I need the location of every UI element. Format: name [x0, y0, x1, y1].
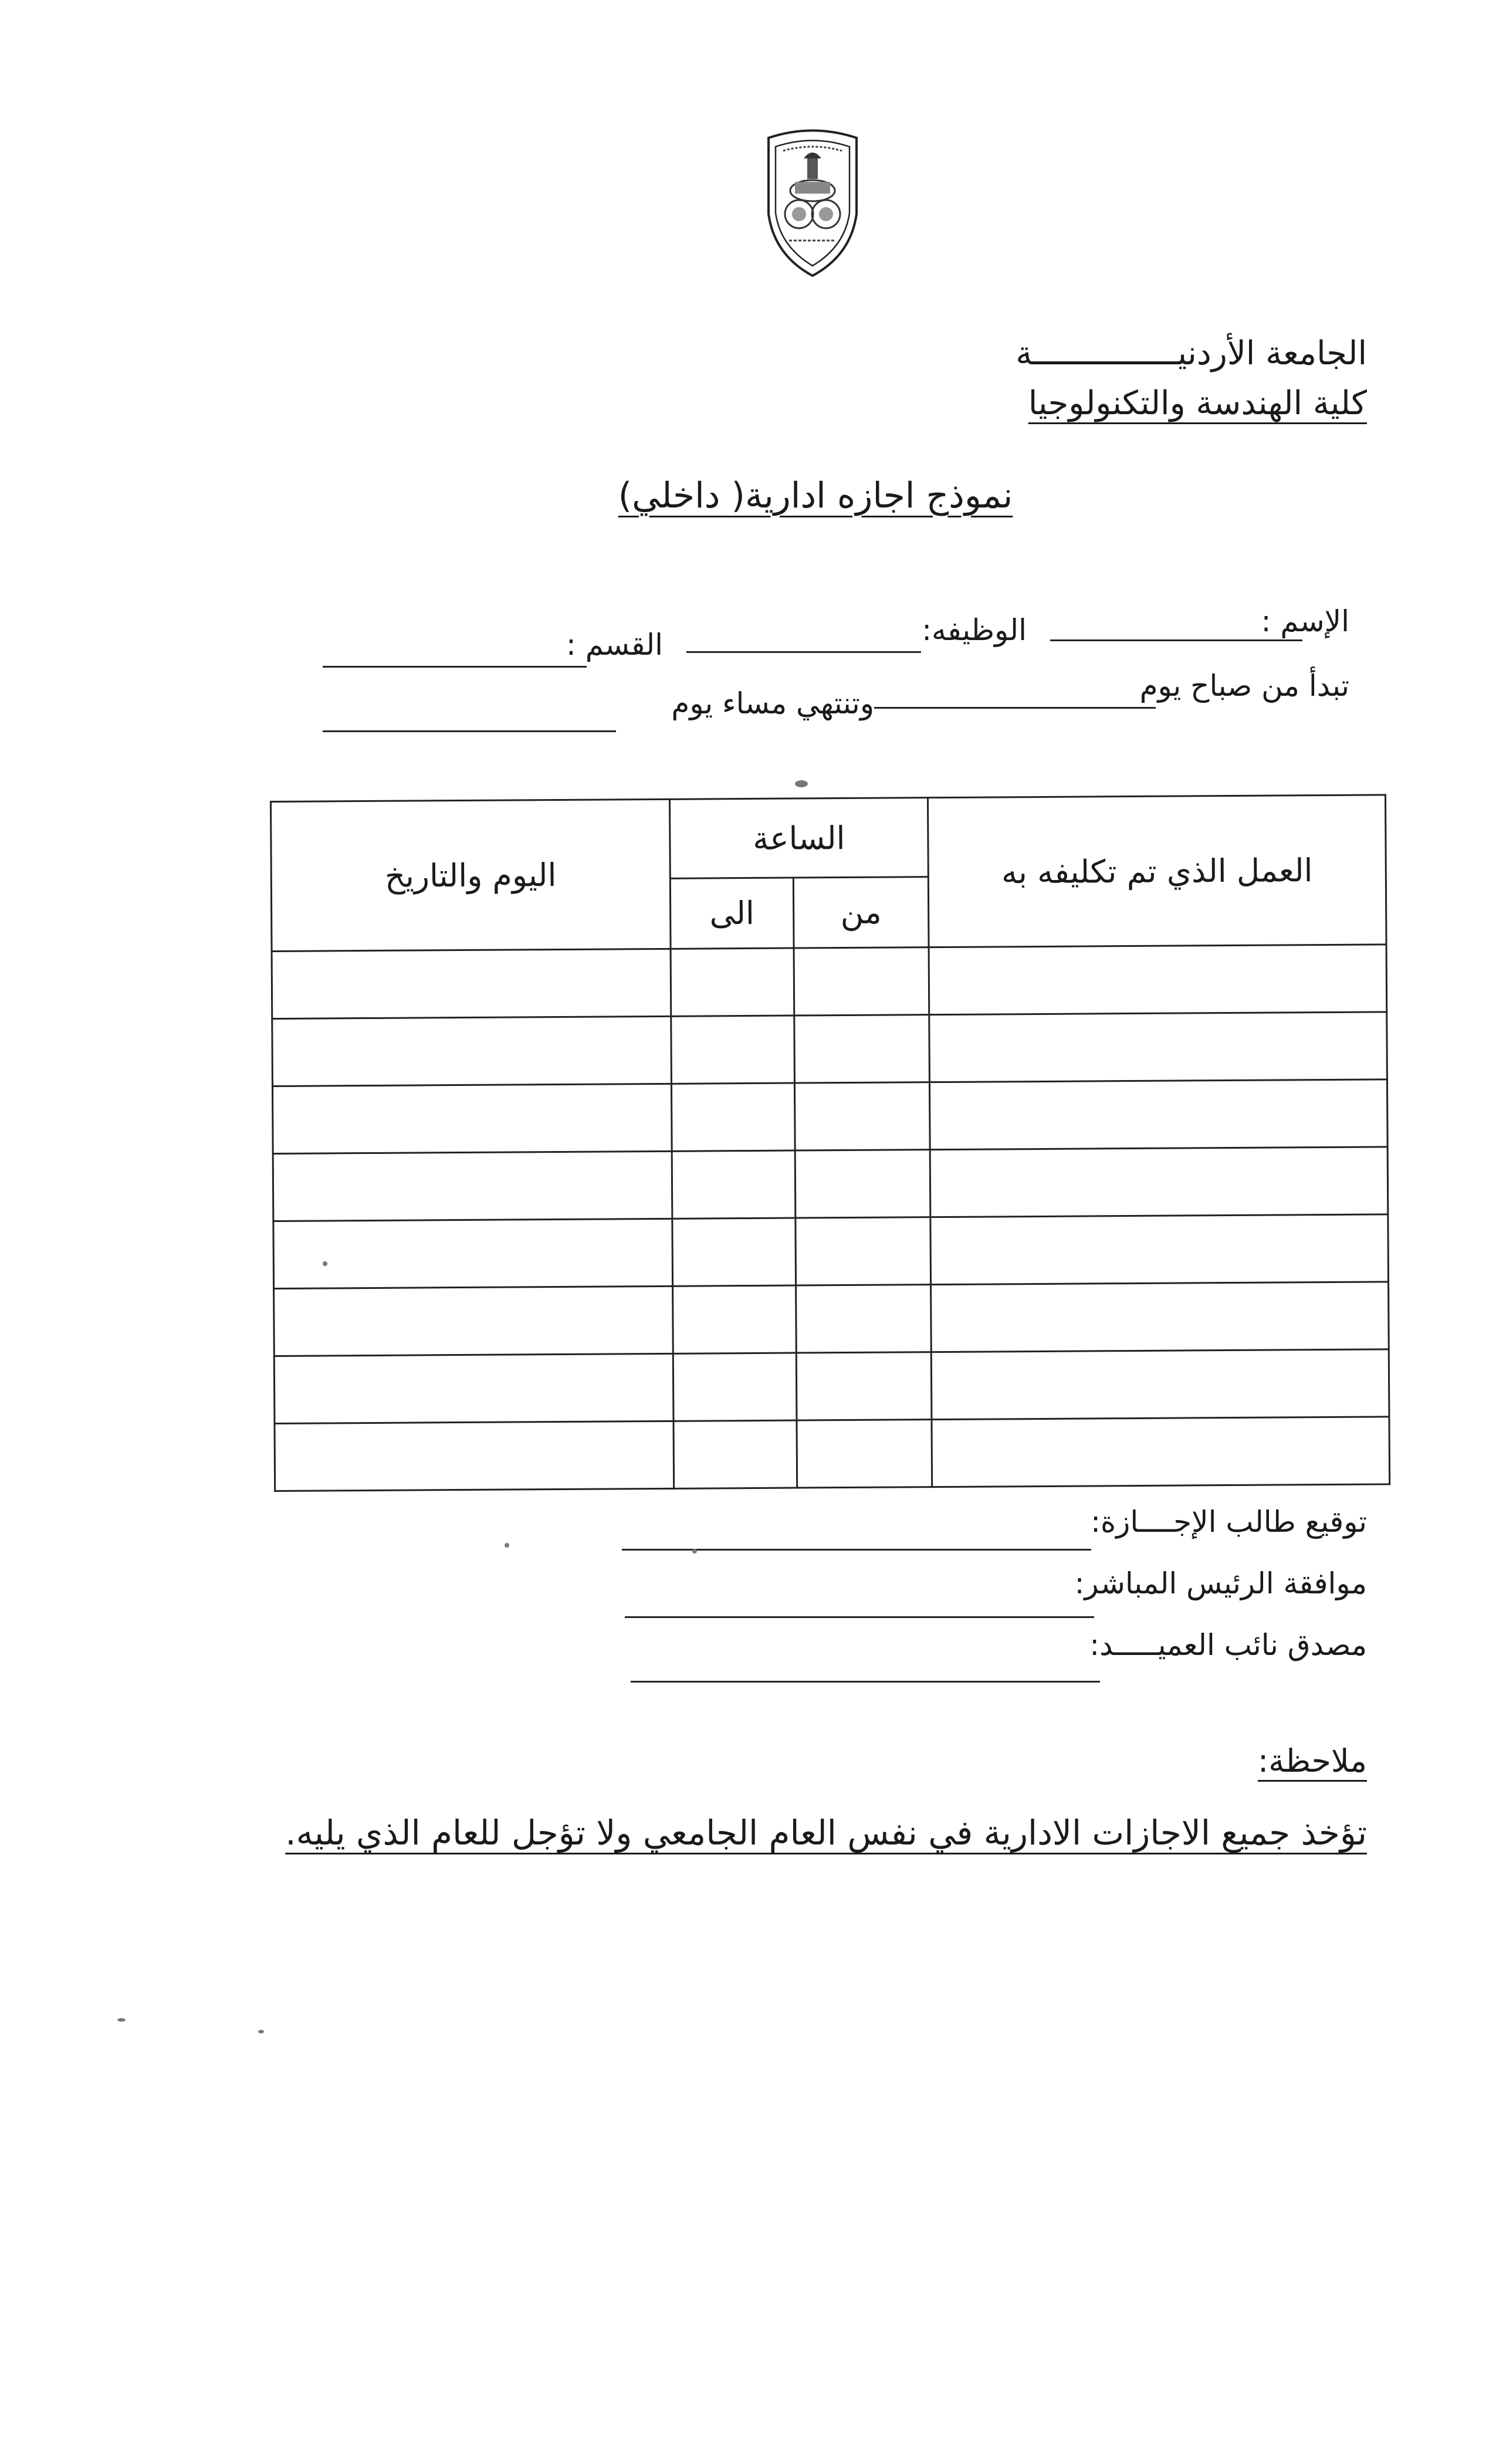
work-cell[interactable]	[931, 1282, 1389, 1352]
from-cell[interactable]	[794, 1015, 930, 1083]
ends-label: وتنتهي مساء يوم	[671, 686, 874, 720]
note-label: ملاحظة:	[1258, 1742, 1367, 1779]
faculty-name: كلية الهندسة والتكنولوجيا	[1028, 384, 1367, 422]
day-date-cell[interactable]	[272, 1084, 672, 1153]
work-cell[interactable]	[932, 1417, 1390, 1487]
table-row	[272, 1079, 1387, 1154]
to-cell[interactable]	[671, 1016, 795, 1084]
name-field[interactable]	[1050, 639, 1302, 641]
table-row	[272, 1012, 1387, 1087]
scan-speck	[692, 1549, 697, 1553]
work-assignment-table	[270, 794, 1390, 1492]
column-header-hour: الساعة	[669, 798, 928, 879]
table-row	[273, 1214, 1389, 1289]
note-text: تؤخذ جميع الاجازات الادارية في نفس العام الجامعي ولا تؤجل للعام الذي يليه.	[285, 1813, 1367, 1853]
job-field[interactable]	[686, 651, 921, 653]
from-cell[interactable]	[796, 1217, 931, 1285]
day-date-cell[interactable]	[272, 1016, 672, 1086]
from-cell[interactable]	[797, 1420, 932, 1488]
ends-field[interactable]	[323, 730, 616, 732]
day-date-cell[interactable]	[272, 949, 671, 1018]
day-date-cell[interactable]	[273, 1219, 673, 1288]
column-header-to: الى	[670, 878, 794, 949]
to-cell[interactable]	[673, 1353, 797, 1421]
day-date-cell[interactable]	[273, 1151, 672, 1221]
to-cell[interactable]	[671, 948, 794, 1016]
day-date-cell[interactable]	[274, 1353, 673, 1423]
scan-speck	[117, 2018, 126, 2022]
day-date-cell[interactable]	[275, 1421, 674, 1491]
table-row	[274, 1282, 1389, 1356]
column-header-day-date: اليوم والتاريخ	[271, 799, 671, 951]
university-seal-logo	[763, 126, 862, 279]
work-cell[interactable]	[929, 1079, 1387, 1150]
from-cell[interactable]	[796, 1352, 932, 1420]
university-name: الجامعة الأردنيـــــــــــــــة	[1016, 334, 1367, 373]
work-cell[interactable]	[931, 1349, 1389, 1420]
department-label: القسم :	[566, 628, 663, 662]
from-cell[interactable]	[796, 1285, 932, 1353]
day-date-cell[interactable]	[274, 1286, 673, 1356]
vice-dean-certification-label: مصدق نائب العميـــــد:	[1089, 1628, 1367, 1662]
table-row	[275, 1417, 1390, 1491]
scan-speck	[258, 2030, 264, 2033]
ink-speck	[795, 780, 808, 787]
table-row	[274, 1349, 1389, 1424]
work-cell[interactable]	[929, 945, 1387, 1015]
from-cell[interactable]	[794, 947, 929, 1016]
vice-dean-certification-field[interactable]	[631, 1681, 1100, 1683]
from-cell[interactable]	[795, 1150, 930, 1218]
to-cell[interactable]	[671, 1083, 795, 1151]
table-row	[273, 1147, 1388, 1221]
manager-approval-field[interactable]	[625, 1616, 1094, 1618]
form-title: نموذج اجازه ادارية( داخلي)	[618, 475, 1013, 516]
starts-label: تبدأ من صباح يوم	[1139, 669, 1349, 703]
scan-speck	[323, 1261, 327, 1266]
column-header-work: العمل الذي تم تكليفه به	[928, 795, 1387, 947]
department-field[interactable]	[323, 666, 587, 668]
column-header-from: من	[793, 877, 929, 948]
applicant-signature-label: توقيع طالب الإجــــازة:	[1091, 1505, 1367, 1539]
from-cell[interactable]	[794, 1082, 930, 1150]
work-cell[interactable]	[930, 1214, 1389, 1285]
to-cell[interactable]	[673, 1285, 797, 1353]
table-row	[272, 945, 1387, 1019]
manager-approval-label: موافقة الرئيس المباشر:	[1074, 1566, 1367, 1600]
to-cell[interactable]	[673, 1420, 797, 1488]
to-cell[interactable]	[672, 1150, 796, 1219]
to-cell[interactable]	[672, 1218, 796, 1286]
work-cell[interactable]	[930, 1147, 1388, 1217]
name-label: الإسم :	[1261, 604, 1349, 638]
work-cell[interactable]	[929, 1012, 1387, 1082]
job-label: الوظيفه:	[922, 613, 1027, 647]
scan-speck	[505, 1543, 509, 1548]
starts-field[interactable]	[874, 707, 1156, 709]
